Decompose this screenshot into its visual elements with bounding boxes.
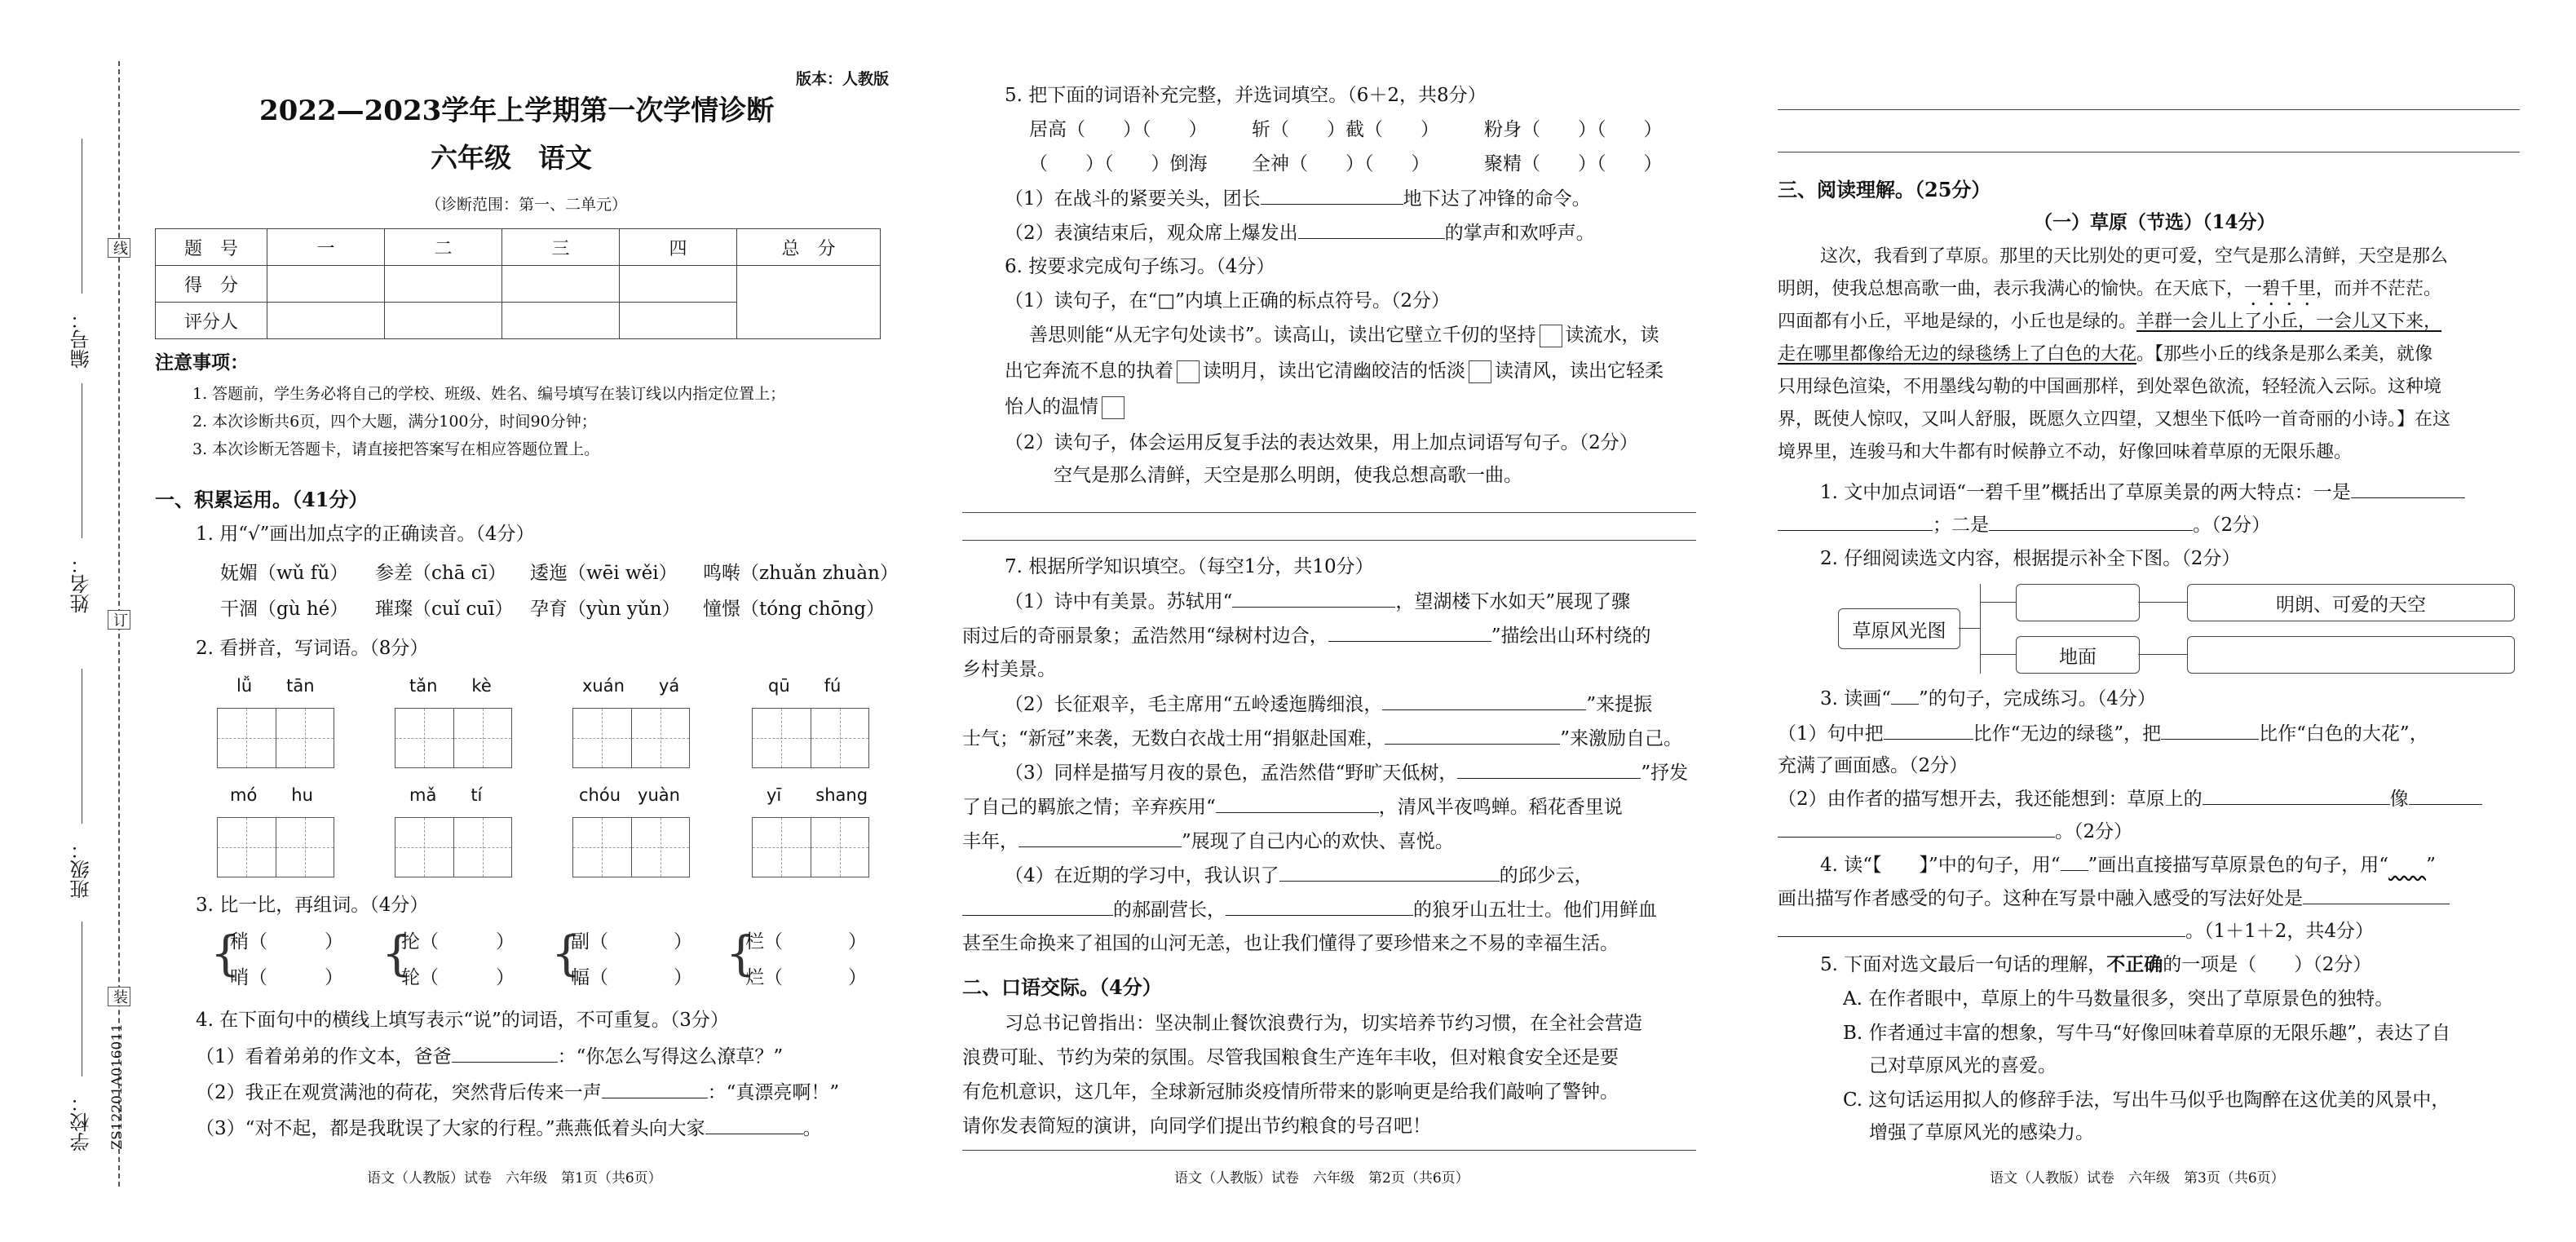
q3-close: ）	[848, 931, 867, 952]
writing-grid[interactable]	[752, 708, 869, 768]
q-text: 1. 文中加点词语“一碧千里”概括出了草原美景的两大特点：一是	[1820, 482, 2351, 503]
q7-text: ”展现了自己内心的欢快、喜悦。	[1182, 831, 1454, 852]
q5-word[interactable]: 聚精（ ）（ ）	[1484, 153, 1663, 175]
q7-line	[962, 829, 1454, 854]
q3-char-b: 哨（	[230, 967, 267, 988]
q4-text: （1）看着弟弟的作文本，爸爸	[196, 1046, 452, 1067]
r-q3-line: 充满了画面感。（2分）	[1778, 755, 1968, 776]
writing-grid[interactable]	[217, 708, 334, 768]
q3-char-a: 栏（	[745, 931, 783, 952]
answer-blank[interactable]	[1232, 589, 1395, 608]
q6-sub2: （2）读句子，体会运用反复手法的表达效果，用上加点词语写句子。（2分）	[1005, 432, 1638, 453]
pinyin-label: mó hu	[230, 785, 313, 805]
q4-text: ：“真漂亮啊！”	[707, 1082, 840, 1103]
answer-blank[interactable]	[1382, 692, 1586, 710]
punctuation-box[interactable]	[1102, 396, 1125, 419]
q3-char[interactable]	[571, 930, 692, 954]
r-q2-title: 2. 仔细阅读选文内容，根据提示补全下图。（2分）	[1820, 548, 2241, 569]
page-footer: 语文（人教版）试卷 六年级 第1页（共6页）	[367, 1170, 662, 1187]
q3-close: ）	[674, 967, 692, 988]
diagram-root: 草原风光图	[1838, 608, 1960, 649]
answer-blank[interactable]	[1778, 918, 2185, 937]
r-q3-title	[1820, 687, 2156, 711]
answer-blank[interactable]	[1457, 760, 1641, 779]
q5-word[interactable]: （ ）（ ）倒海	[1029, 153, 1208, 175]
q3-char[interactable]	[571, 966, 692, 990]
q1-item[interactable]: 孕育（yùn yǔn）	[530, 599, 681, 620]
q3-char-a: 抡（	[401, 931, 439, 952]
notes-title: 注意事项：	[155, 351, 249, 373]
exam-subtitle: 六年级 语文	[431, 142, 592, 174]
answer-blank[interactable]	[1989, 512, 2193, 531]
diagram-connector	[1980, 584, 1981, 674]
passage-line: 只用绿色渲染，不用墨线勾勒的中国画那样，到处翠色欲流，轻轻流入云际。这种境	[1778, 377, 2442, 397]
q7-text: ”描绘出山环村绕的	[1491, 625, 1651, 647]
option-c[interactable]: C. 这句话运用拟人的修辞手法，写出牛马似乎也陶醉在这优美的风景中，	[1843, 1090, 2450, 1111]
q7-text: 雨过后的奇丽景象；孟浩然用“绿树村边合，	[962, 625, 1328, 647]
q-text: 4. 读“【 】”中的句子，用“	[1820, 855, 2061, 876]
q6-title: 6. 按要求完成句子练习。（4分）	[1005, 256, 1275, 277]
passage-line	[1778, 277, 2441, 310]
q7-text: ，清风半夜鸣蝉。稻花香里说	[1378, 797, 1623, 818]
q5-word[interactable]: 粉身（ ）（ ）	[1484, 119, 1663, 140]
answer-blank[interactable]	[1778, 512, 1933, 531]
answer-blank[interactable]	[1018, 829, 1182, 847]
q4-text: 。	[802, 1118, 822, 1139]
q6-text: 读明月，读出它清幽皎洁的恬淡	[1203, 360, 1465, 382]
q1-item[interactable]: 妩媚（wǔ fǔ）	[220, 563, 349, 584]
q7-line: 乡村美景。	[962, 659, 1056, 680]
exam-scope: （诊断范围：第一、二单元）	[426, 196, 628, 214]
page-footer: 语文（人教版）试卷 六年级 第3页（共6页）	[1990, 1170, 2285, 1187]
answer-blank[interactable]	[1778, 819, 2055, 838]
q1-item[interactable]: 鸣啭（zhuǎn zhuàn）	[703, 563, 899, 584]
q-text: ”的句子，完成练习。（4分）	[1919, 688, 2156, 709]
q-text: 比作“无边的绿毯”，把	[1973, 723, 2162, 745]
q5-word[interactable]: 全神（ ）（ ）	[1252, 153, 1430, 175]
writing-grid[interactable]	[217, 817, 334, 877]
passage-line: 境界里，连骏马和大牛都有时候静立不动，好像回味着草原的无限乐趣。	[1778, 442, 2353, 462]
writing-grid[interactable]	[395, 817, 512, 877]
answer-blank[interactable]	[705, 1116, 803, 1134]
q5-text: （2）表演结束后，观众席上爆发出	[1005, 223, 1298, 244]
grader-cell[interactable]	[502, 303, 620, 339]
underlined-sentence: 走在哪里都像给无边的绿毯绣上了白色的大花	[1778, 344, 2137, 365]
q1-item[interactable]: 憧憬（tóng chōng）	[703, 599, 886, 620]
q-text: 。（2分）	[2193, 515, 2271, 536]
answer-blank[interactable]	[1328, 623, 1491, 642]
emphasis-text: 不正确	[2106, 953, 2163, 975]
pinyin-label: qū fú	[768, 676, 842, 696]
diagram-node-blank[interactable]	[2016, 584, 2140, 621]
dotted-phrase: 一碧千里	[2244, 279, 2317, 299]
passage-text: 。【那些小丘的线条是那么柔美，就像	[2136, 344, 2433, 365]
answer-blank[interactable]	[1298, 220, 1445, 239]
diagram-connector	[1959, 628, 1980, 629]
s2-text: 浪费可耻、节约为荣的氛围。尽管我国粮食生产连年丰收，但对粮食安全还是要	[962, 1047, 1619, 1068]
r-q3-line	[1778, 819, 2132, 844]
q3-char[interactable]	[745, 966, 867, 990]
q-text: 。（1＋1＋2，共4分）	[2185, 921, 2375, 942]
answer-blank[interactable]	[2161, 721, 2259, 740]
option-b[interactable]: B. 作者通过丰富的想象，写牛马“好像回味着草原的无限乐趣”，表达了自	[1843, 1023, 2451, 1044]
q7-text: 的狼牙山五壮士。他们用鲜血	[1413, 899, 1657, 921]
q1-item[interactable]: 干涸（gù hé）	[220, 599, 349, 620]
side-mark-mid: 订	[108, 610, 130, 630]
q7-text: （1）诗中有美景。苏轼用“	[1005, 591, 1233, 612]
score-cell[interactable]	[385, 266, 502, 303]
option-a[interactable]: A. 在作者眼中，草原上的牛马数量很多，突出了草原景色的独特。	[1843, 988, 2394, 1010]
q4-text: ：“你怎么写得这么潦草？”	[557, 1046, 784, 1067]
pinyin-label: chóu yuàn	[579, 785, 680, 805]
score-row-label: 评分人	[156, 303, 267, 339]
q7-text: ”来激励自己。	[1560, 728, 1683, 749]
r-q1	[1820, 480, 2465, 505]
q7-text: 士气；“新冠”来袭，无数白衣战士用“捐躯赴国难，	[962, 728, 1385, 749]
q7-text: （2）长征艰辛，毛主席用“五岭逶迤腾细浪，	[1005, 694, 1383, 715]
q5-text: （1）在战斗的紧要关头，团长	[1005, 188, 1261, 210]
q5-text: 地下达了冲锋的命令。	[1403, 188, 1591, 210]
punctuation-box[interactable]	[1469, 360, 1491, 383]
writing-grid[interactable]	[395, 708, 512, 768]
score-header: 一	[267, 229, 385, 266]
score-header: 三	[502, 229, 620, 266]
brace: {	[210, 926, 241, 981]
diagram-connector	[2138, 654, 2187, 655]
r-q4	[1778, 886, 2450, 911]
q-text: ；二是	[1933, 515, 1989, 536]
writing-grid[interactable]	[752, 817, 869, 877]
r-q3-line	[1778, 786, 2482, 811]
q7-line	[1005, 692, 1652, 717]
q7-line	[962, 897, 1657, 922]
q-text: 3. 读画“	[1820, 688, 1892, 709]
q1-item[interactable]: 璀璨（cuǐ cuī）	[375, 599, 514, 620]
q3-char-b: 轮（	[401, 967, 439, 988]
score-cell[interactable]	[620, 266, 737, 303]
passage-text: 。】在这	[2388, 409, 2451, 430]
q5-fill	[1005, 220, 1595, 245]
passage-text: ，而并不茫茫。	[2316, 279, 2442, 299]
q4-text: （3）“对不起，都是我耽误了大家的行程。”燕燕低着头向大家	[196, 1118, 705, 1139]
answer-blank[interactable]	[1261, 186, 1403, 205]
answer-blank[interactable]	[452, 1044, 558, 1063]
q6-sub1: （1）读句子，在“□”内填上正确的标点符号。（2分）	[1005, 290, 1451, 312]
answer-blank[interactable]	[962, 897, 1113, 916]
passage-line	[1778, 408, 2450, 432]
diagram-connector	[1980, 654, 2016, 655]
q7-title: 7. 根据所学知识填空。（每空1分，共10分）	[1005, 556, 1374, 577]
q3-char-a: 稍（	[230, 931, 267, 952]
q3-close: ）	[848, 967, 867, 988]
q5-word[interactable]: 居高（ ）（ ）	[1029, 119, 1208, 140]
answer-line[interactable]	[962, 1150, 1696, 1151]
pinyin-label: tǎn kè	[409, 676, 492, 696]
q7-text: 了自己的羁旅之情；辛弃疾用“	[962, 797, 1216, 818]
option-b-cont: 己对草原风光的喜爱。	[1869, 1055, 2057, 1076]
answer-blank[interactable]	[1226, 897, 1413, 916]
writing-grid[interactable]	[572, 817, 690, 877]
q6-text: 出它奔流不息的执着	[1005, 360, 1173, 382]
punctuation-box[interactable]	[1177, 360, 1200, 383]
q7-line	[962, 794, 1623, 820]
note-item: 2. 本次诊断共6页，四个大题，满分100分，时间90分钟；	[192, 413, 597, 431]
q-text: （1）句中把	[1778, 723, 1884, 745]
q3-char[interactable]	[745, 930, 867, 954]
q3-close: ）	[496, 931, 515, 952]
r-q4	[1778, 918, 2374, 944]
answer-blank[interactable]	[2351, 480, 2465, 498]
q3-char[interactable]	[401, 930, 515, 954]
q-text: 画出描写作者感受的句子。这种在写景中融入感受的写法好处是	[1778, 888, 2303, 909]
grader-cell[interactable]	[620, 303, 737, 339]
exam-code: ZS12201A016011	[109, 1023, 126, 1150]
r-q1	[1778, 512, 2270, 537]
q7-text: ”来提振	[1586, 694, 1653, 715]
answer-blank[interactable]	[1884, 721, 1973, 740]
answer-blank[interactable]	[602, 1080, 708, 1098]
q3-char-b: 幅（	[571, 967, 608, 988]
note-item: 1. 答题前，学生务必将自己的学校、班级、姓名、编号填写在装订线以内指定位置上；	[192, 385, 786, 403]
q7-line: 甚至生命换来了祖国的山河无恙，也让我们懂得了要珍惜来之不易的幸福生活。	[962, 933, 1619, 954]
q-text: 5. 下面对选文最后一句话的理解，	[1820, 954, 2107, 975]
q3-title: 3. 比一比，再组词。（4分）	[196, 895, 429, 916]
q7-line	[962, 726, 1682, 751]
note-item: 3. 本次诊断无答题卡，请直接把答案写在相应答题位置上。	[192, 440, 600, 458]
q3-char-a: 副（	[571, 931, 608, 952]
q-text: （2）由作者的描写想开去，我还能想到：草原上的	[1778, 789, 2203, 810]
name-label: 姓名：	[70, 555, 93, 613]
q3-char[interactable]	[401, 966, 515, 990]
class-label: 班级：	[70, 840, 93, 899]
passage-line	[1778, 310, 2441, 334]
q7-text: 的邱少云，	[1499, 865, 1593, 886]
answer-blank[interactable]	[1279, 863, 1500, 882]
passage-text: 明朗，使我总想高歌一曲，表示我满心的愉快。在天底下，	[1778, 279, 2245, 299]
r-q5	[1820, 952, 2371, 977]
answer-blank[interactable]	[2409, 786, 2482, 805]
score-header: 总 分	[737, 229, 881, 266]
passage-line: 这次，我看到了草原。那里的天比别处的更可爱，空气是那么清鲜，天空是那么	[1820, 246, 2449, 267]
pinyin-label: lǚ tān	[236, 676, 315, 696]
q4-sentence	[196, 1044, 783, 1069]
score-table	[155, 228, 881, 339]
answer-line[interactable]	[962, 540, 1696, 541]
r-q3-line	[1778, 721, 2428, 746]
diagram-connector	[2138, 602, 2187, 603]
score-cell[interactable]	[502, 266, 620, 303]
passage-line	[1778, 343, 2432, 367]
q-text: 的一项是（ ）（2分）	[2163, 954, 2372, 975]
underlined-sentence: 羊群一会儿上了小丘，一会儿又下来，	[2136, 312, 2442, 332]
q7-text: 丰年，	[962, 831, 1018, 852]
answer-blank[interactable]	[2203, 786, 2390, 805]
answer-line[interactable]	[962, 512, 1696, 513]
pinyin-label: xuán yá	[582, 676, 680, 696]
q6-line	[1005, 395, 1128, 419]
q7-text: （4）在近期的学习中，我认识了	[1005, 865, 1279, 886]
brace: {	[551, 926, 581, 981]
q5-text: 的掌声和欢呼声。	[1444, 223, 1595, 244]
passage-text: 四面都有小丘，平地是绿的，小丘也是绿的。	[1778, 312, 2137, 332]
q6-line	[1005, 359, 1664, 383]
grader-cell[interactable]	[385, 303, 502, 339]
diagram-node-blank[interactable]	[2187, 636, 2515, 674]
pinyin-label: yī shang	[767, 785, 868, 805]
q3-close: ）	[325, 967, 343, 988]
answer-blank[interactable]	[1216, 794, 1379, 813]
q1-item[interactable]: 逶迤（wēi wěi）	[530, 563, 678, 584]
q3-close: ）	[325, 931, 343, 952]
punctuation-box[interactable]	[1540, 325, 1562, 347]
r-q4	[1820, 853, 2436, 877]
q-text: 。（2分）	[2055, 821, 2133, 842]
q7-line	[1005, 589, 1630, 614]
side-mark-bot: 装	[108, 987, 130, 1006]
q-text: ”	[2426, 855, 2436, 876]
version-label: 版本：人教版	[796, 70, 890, 88]
answer-blank[interactable]	[1385, 726, 1560, 745]
q4-sentence	[196, 1080, 839, 1105]
q6-example: 空气是那么清鲜，天空是那么明朗，使我总想高歌一曲。	[1054, 465, 1522, 486]
brace: {	[382, 926, 412, 981]
q3-char[interactable]	[230, 930, 343, 954]
writing-grid[interactable]	[572, 708, 690, 768]
q5-word[interactable]: 斩（ ）截（ ）	[1252, 119, 1439, 140]
s2-text: 请你发表简短的演讲，向同学们提出节约粮食的号召吧！	[962, 1116, 1431, 1137]
q7-text: （3）同样是描写月夜的景色，孟浩然借“野旷天低树，	[1005, 762, 1458, 784]
q2-title: 2. 看拼音，写词语。（8分）	[196, 638, 429, 659]
exam-title: 2022—2023学年上学期第一次学情诊断	[259, 95, 775, 127]
q6-text: 善思则能“从无字句处读书”。读高山，读出它壁立千仞的坚持	[1029, 325, 1536, 346]
q5-fill	[1005, 186, 1591, 211]
score-cell[interactable]	[267, 266, 385, 303]
q5-title: 5. 把下面的词语补充完整，并选词填空。（6＋2，共8分）	[1005, 85, 1487, 106]
section-1-title: 一、积累运用。（41分）	[155, 488, 369, 511]
q-text: 像	[2389, 789, 2409, 810]
q1-title: 1. 用“√”画出加点字的正确读音。（4分）	[196, 524, 535, 545]
passage-text: 界，既使人惊叹，又叫人舒服，既愿久立四望，又想坐下低吟一首奇丽的小诗	[1778, 409, 2388, 430]
brace: {	[726, 926, 756, 981]
score-header: 题 号	[156, 229, 267, 266]
q3-char-b: 烂（	[745, 967, 783, 988]
q7-line	[1005, 760, 1688, 785]
section-3-title: 三、阅读理解。（25分）	[1778, 178, 1991, 201]
q-text: 比作“白色的大花”，	[2259, 723, 2428, 745]
s2-text: 习总书记曾指出：坚决制止餐饮浪费行为，切实培养节约习惯，在全社会营造	[1005, 1013, 1642, 1034]
score-row-label: 得 分	[156, 266, 267, 303]
option-c-cont: 增强了草原风光的感染力。	[1869, 1122, 2094, 1143]
q7-line	[962, 623, 1651, 648]
grader-cell[interactable]	[267, 303, 385, 339]
q3-close: ）	[674, 931, 692, 952]
diagram-node-ground: 地面	[2016, 636, 2140, 674]
score-header: 四	[620, 229, 737, 266]
q7-text: ，望湖楼下水如天”展现了骤	[1395, 591, 1631, 612]
total-score-cell[interactable]	[737, 266, 881, 339]
q1-item[interactable]: 参差（chā cī）	[375, 563, 506, 584]
passage-title: （一）草原（节选）（14分）	[2034, 211, 2276, 233]
s2-text: 有危机意识，这几年，全球新冠肺炎疫情所带来的影响更是给我们敲响了警钟。	[962, 1081, 1619, 1103]
answer-blank[interactable]	[2303, 886, 2450, 904]
q4-title: 4. 在下面句中的横线上填写表示“说”的词语，不可重复。（3分）	[196, 1010, 729, 1031]
q-text: ”画出直接描写草原景色的句子，用“	[2088, 855, 2389, 876]
number-label: 编号：	[70, 310, 93, 369]
answer-line[interactable]	[1778, 109, 2520, 110]
q7-text: ”抒发	[1641, 762, 1689, 784]
side-mark-top: 线	[108, 238, 130, 258]
score-header: 二	[385, 229, 502, 266]
q4-sentence	[196, 1116, 822, 1141]
q6-text: 读流水，读	[1565, 325, 1659, 346]
wavy-mark	[2388, 855, 2426, 876]
q4-text: （2）我正在观赏满池的荷花，突然背后传来一声	[196, 1082, 602, 1103]
q3-char[interactable]	[230, 966, 343, 990]
q6-text: 怡人的温情	[1005, 396, 1098, 418]
q6-line	[1029, 323, 1659, 347]
q7-line	[1005, 863, 1593, 888]
q6-text: 读清风，读出它轻柔	[1495, 360, 1664, 382]
q3-close: ）	[496, 967, 515, 988]
page-footer: 语文（人教版）试卷 六年级 第2页（共6页）	[1174, 1170, 1469, 1187]
diagram-node-sky: 明朗、可爱的天空	[2187, 584, 2515, 621]
section-2-title: 二、口语交际。（4分）	[962, 975, 1162, 999]
q7-text: 的郝副营长，	[1113, 899, 1226, 921]
pinyin-label: mǎ tí	[409, 785, 483, 805]
diagram-connector	[1980, 602, 2016, 603]
school-label: 学校：	[70, 1093, 93, 1151]
